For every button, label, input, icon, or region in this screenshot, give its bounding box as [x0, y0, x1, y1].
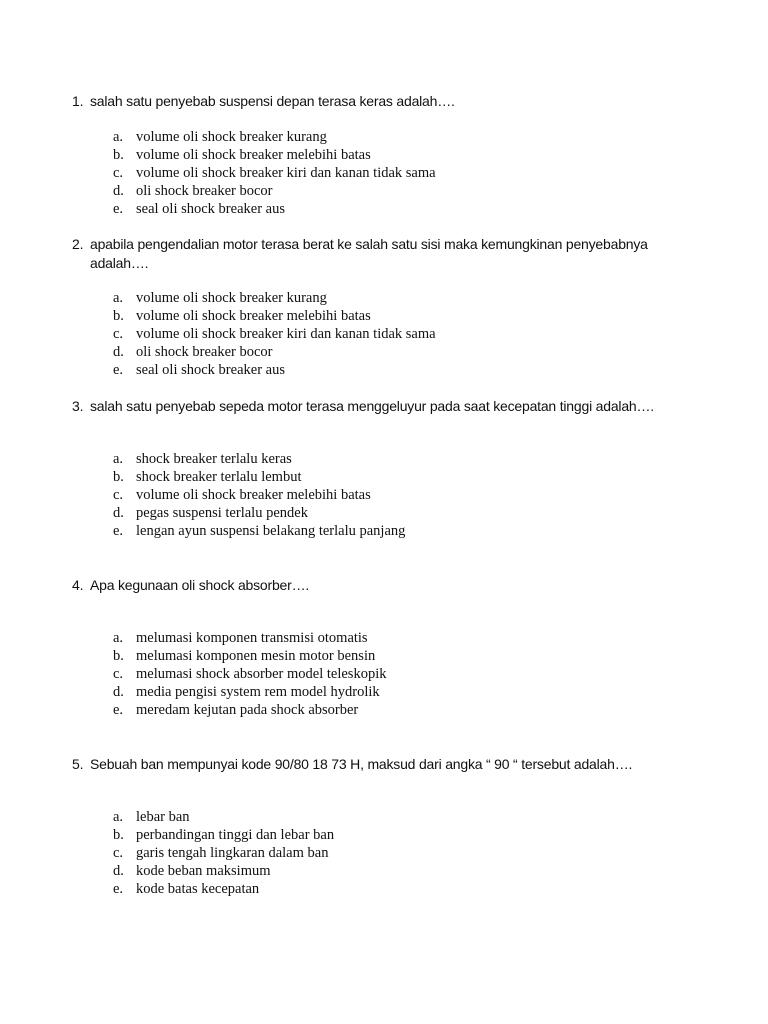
- option-item: [113, 880, 334, 898]
- option-text: volume oli shock breaker melebihi batas: [136, 487, 371, 503]
- option-text: volume oli shock breaker kiri dan kanan tidak sama: [136, 165, 436, 181]
- option-letter: e.: [113, 881, 124, 897]
- option-text: volume oli shock breaker kurang: [136, 290, 327, 306]
- option-letter: d.: [113, 684, 124, 700]
- option-text: volume oli shock breaker kurang: [136, 129, 327, 145]
- option-letter: b.: [113, 648, 124, 664]
- option-text: melumasi komponen mesin motor bensin: [136, 648, 376, 664]
- option-text: melumasi komponen transmisi otomatis: [136, 630, 368, 646]
- question-4: [72, 576, 712, 595]
- option-letter: e.: [113, 362, 124, 378]
- option-item: [113, 629, 386, 647]
- option-item: [113, 146, 436, 164]
- option-letter: c.: [113, 326, 124, 342]
- option-item: [113, 647, 386, 665]
- question-text: Sebuah ban mempunyai kode 90/80 18 73 H, maksud dari angka “ 90 “ tersebut adalah….: [90, 756, 633, 772]
- option-item: [113, 701, 386, 719]
- option-item: [113, 307, 436, 325]
- question-number: 1.: [72, 93, 84, 109]
- option-item: [113, 826, 334, 844]
- option-letter: b.: [113, 308, 124, 324]
- option-item: [113, 128, 436, 146]
- option-text: oli shock breaker bocor: [136, 183, 273, 199]
- options-list-4: [113, 629, 386, 719]
- options-list-2: [113, 289, 436, 379]
- option-text: oli shock breaker bocor: [136, 344, 273, 360]
- option-letter: c.: [113, 165, 124, 181]
- option-item: [113, 486, 405, 504]
- option-letter: a.: [113, 809, 124, 825]
- option-letter: a.: [113, 129, 124, 145]
- options-list-3: [113, 450, 405, 540]
- option-item: [113, 200, 436, 218]
- option-item: [113, 450, 405, 468]
- option-text: shock breaker terlalu keras: [136, 451, 292, 467]
- option-item: [113, 808, 334, 826]
- option-item: [113, 504, 405, 522]
- question-text: Apa kegunaan oli shock absorber….: [90, 577, 310, 593]
- option-item: [113, 844, 334, 862]
- option-item: [113, 325, 436, 343]
- option-text: seal oli shock breaker aus: [136, 362, 285, 378]
- option-letter: d.: [113, 183, 124, 199]
- option-item: [113, 665, 386, 683]
- option-text: shock breaker terlalu lembut: [136, 469, 302, 485]
- option-item: [113, 468, 405, 486]
- option-text: seal oli shock breaker aus: [136, 201, 285, 217]
- option-text: volume oli shock breaker melebihi batas: [136, 147, 371, 163]
- option-letter: e.: [113, 523, 124, 539]
- question-number: 4.: [72, 577, 84, 593]
- option-letter: d.: [113, 863, 124, 879]
- question-text-line-2: adalah….: [90, 255, 149, 271]
- option-text: perbandingan tinggi dan lebar ban: [136, 827, 335, 843]
- option-letter: b.: [113, 147, 124, 163]
- question-text: salah satu penyebab suspensi depan terasa keras adalah….: [90, 93, 455, 109]
- options-list-1: [113, 128, 436, 218]
- option-text: lengan ayun suspensi belakang terlalu panjang: [136, 523, 406, 539]
- option-item: [113, 289, 436, 307]
- question-number: 5.: [72, 756, 84, 772]
- option-text: pegas suspensi terlalu pendek: [136, 505, 308, 521]
- option-letter: e.: [113, 702, 124, 718]
- option-item: [113, 683, 386, 701]
- option-letter: b.: [113, 469, 124, 485]
- option-item: [113, 164, 436, 182]
- question-text: salah satu penyebab sepeda motor terasa menggeluyur pada saat kecepatan tinggi adalah….: [90, 398, 654, 414]
- option-text: kode beban maksimum: [136, 863, 271, 879]
- option-letter: c.: [113, 666, 124, 682]
- question-5: [72, 755, 712, 774]
- option-letter: d.: [113, 505, 124, 521]
- option-text: volume oli shock breaker kiri dan kanan tidak sama: [136, 326, 436, 342]
- option-letter: d.: [113, 344, 124, 360]
- question-number: 3.: [72, 398, 84, 414]
- option-text: meredam kejutan pada shock absorber: [136, 702, 359, 718]
- option-item: [113, 182, 436, 200]
- option-letter: a.: [113, 630, 124, 646]
- option-item: [113, 862, 334, 880]
- option-text: media pengisi system rem model hydrolik: [136, 684, 380, 700]
- question-1: [72, 92, 712, 111]
- question-text-line-1: apabila pengendalian motor terasa berat ke salah satu sisi maka kemungkinan penyebabnya: [90, 236, 648, 252]
- option-item: [113, 522, 405, 540]
- option-letter: a.: [113, 451, 124, 467]
- options-list-5: [113, 808, 334, 898]
- option-letter: a.: [113, 290, 124, 306]
- option-letter: c.: [113, 845, 124, 861]
- option-text: melumasi shock absorber model teleskopik: [136, 666, 387, 682]
- option-letter: c.: [113, 487, 124, 503]
- question-3: [72, 397, 712, 416]
- option-text: garis tengah lingkaran dalam ban: [136, 845, 329, 861]
- question-text: [90, 235, 712, 273]
- option-item: [113, 343, 436, 361]
- option-item: [113, 361, 436, 379]
- question-2: [72, 235, 712, 273]
- option-text: kode batas kecepatan: [136, 881, 260, 897]
- option-letter: b.: [113, 827, 124, 843]
- option-letter: e.: [113, 201, 124, 217]
- question-number: 2.: [72, 236, 84, 252]
- option-text: volume oli shock breaker melebihi batas: [136, 308, 371, 324]
- option-text: lebar ban: [136, 809, 190, 825]
